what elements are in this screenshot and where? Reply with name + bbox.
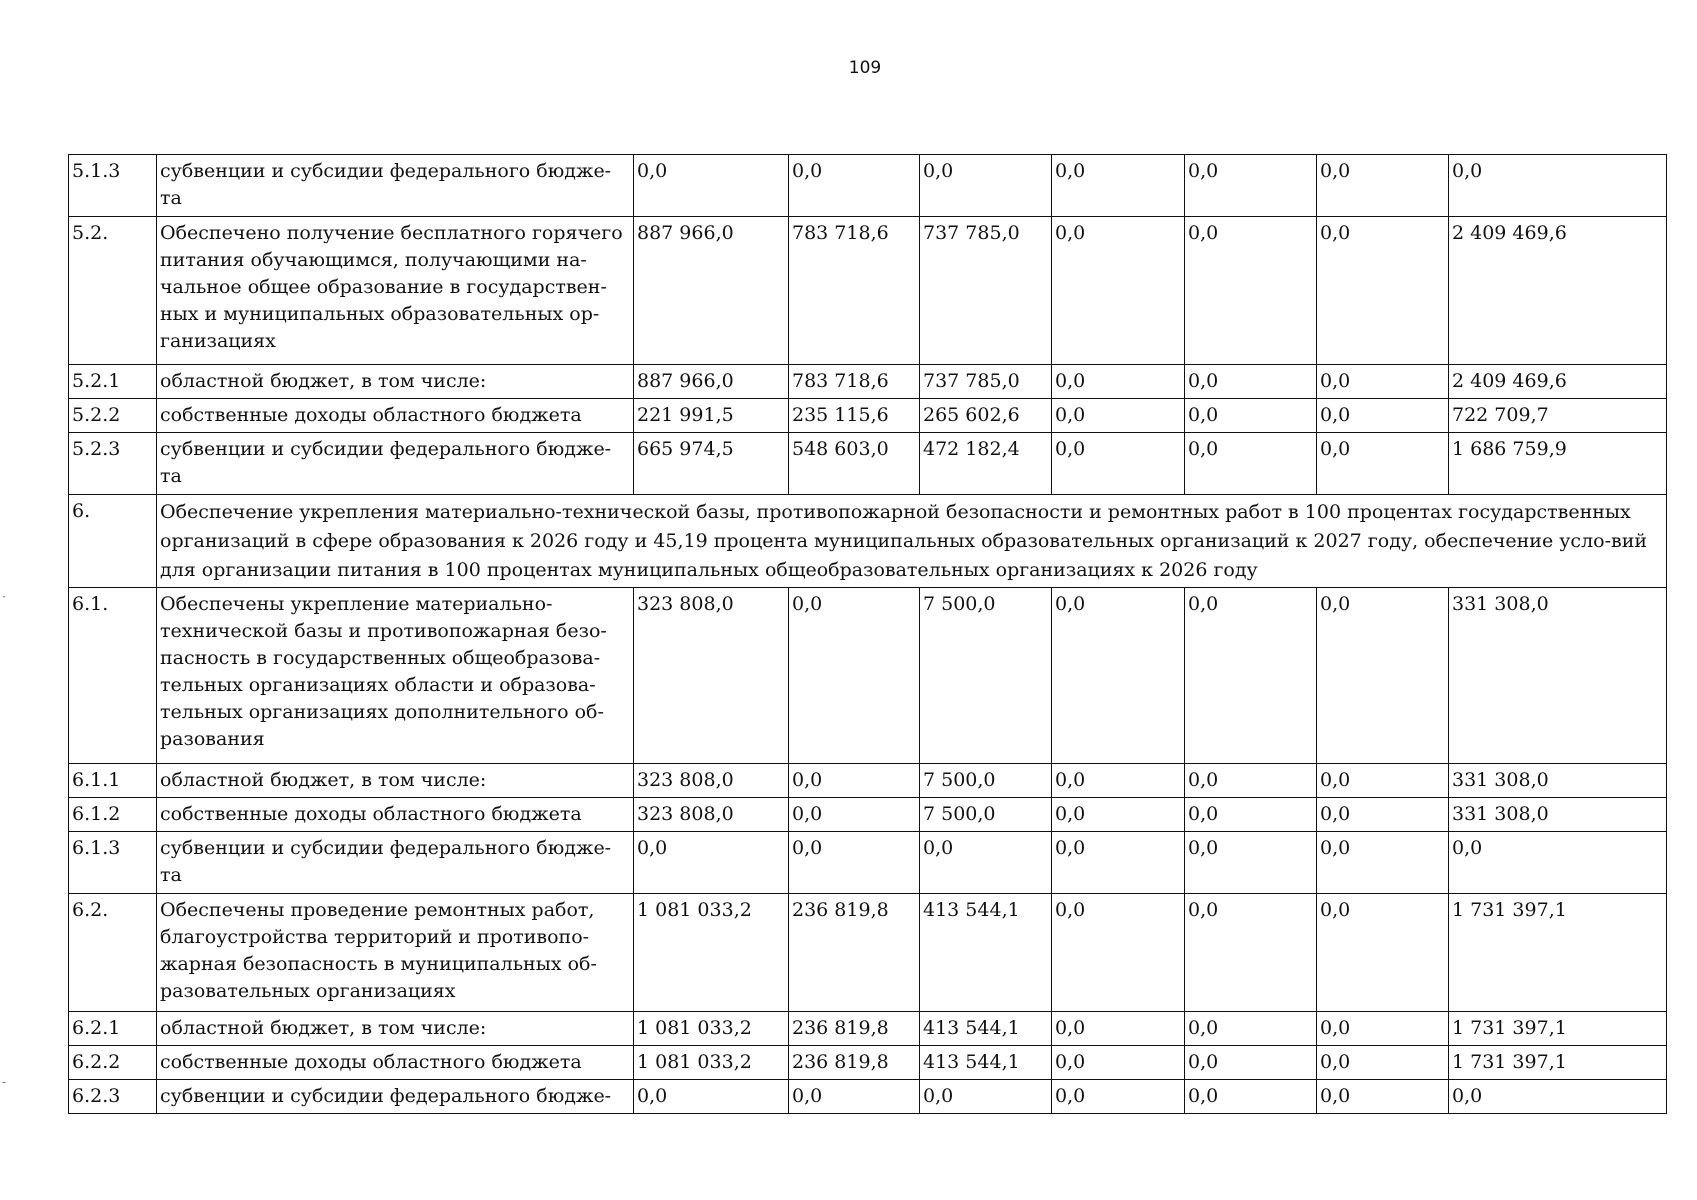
value-cell: 0,0 [1185,588,1317,764]
row-name: Обеспечены проведение ремонтных работ, благоустройства территорий и противопо-жарная безопасность в муниципальных об-разовательных организациях [157,894,634,1012]
row-code: 6.2.3 [69,1080,157,1114]
value-cell: 0,0 [1317,894,1449,1012]
value-cell: 737 785,0 [920,365,1052,399]
table-row [69,365,1667,399]
section-title: Обеспечение укрепления материально-технической базы, противопожарной безопасности и ремонтных работ в 100 процентах государственных организаций в сфере образования к 2026 году и 45,19 процента муниципальных образовательных организаций к 2027 году, обеспечение усло-вий для организации питания в 100 процентах муниципальных общеобразовательных организациях к 2026 году [157,495,1667,588]
value-cell: 0,0 [1185,798,1317,832]
table-row [69,155,1667,217]
value-cell: 1 686 759,9 [1449,433,1667,495]
value-cell: 0,0 [1052,894,1185,1012]
table-row [69,894,1667,1012]
value-cell: 331 308,0 [1449,764,1667,798]
value-cell: 0,0 [1185,1046,1317,1080]
value-cell: 722 709,7 [1449,399,1667,433]
value-cell: 0,0 [634,155,789,217]
table-row [69,1080,1667,1114]
value-cell: 236 819,8 [789,1046,920,1080]
value-cell: 0,0 [1317,798,1449,832]
value-cell: 331 308,0 [1449,798,1667,832]
value-cell: 0,0 [1317,399,1449,433]
value-cell: 323 808,0 [634,588,789,764]
row-name: Обеспечено получение бесплатного горячего питания обучающимся, получающими на-чальное общее образование в государствен-ных и муниципальных образовательных ор-ганизациях [157,217,634,365]
value-cell: 0,0 [1317,433,1449,495]
value-cell: 0,0 [1052,1080,1185,1114]
table-row [69,588,1667,764]
row-code: 6.1.3 [69,832,157,894]
value-cell: 0,0 [1185,433,1317,495]
value-cell: 0,0 [1449,1080,1667,1114]
value-cell: 0,0 [1317,155,1449,217]
scan-mark: · [2,590,6,604]
value-cell: 0,0 [1052,399,1185,433]
value-cell: 0,0 [1185,365,1317,399]
row-name: областной бюджет, в том числе: [157,764,634,798]
row-code: 6.1.1 [69,764,157,798]
value-cell: 1 731 397,1 [1449,1012,1667,1046]
value-cell: 0,0 [1052,365,1185,399]
value-cell: 548 603,0 [789,433,920,495]
value-cell: 0,0 [1317,217,1449,365]
value-cell: 0,0 [1052,832,1185,894]
value-cell: 0,0 [920,155,1052,217]
value-cell: 887 966,0 [634,365,789,399]
row-code: 6.1.2 [69,798,157,832]
scan-mark: - [2,1075,7,1089]
table-body [69,155,1667,1114]
value-cell: 0,0 [1185,894,1317,1012]
value-cell: 783 718,6 [789,217,920,365]
value-cell: 236 819,8 [789,894,920,1012]
value-cell: 0,0 [789,764,920,798]
row-code: 5.2.1 [69,365,157,399]
value-cell: 0,0 [1052,155,1185,217]
row-code: 6.2. [69,894,157,1012]
row-name: субвенции и субсидии федерального бюдже-та [157,832,634,894]
row-code: 6.2.1 [69,1012,157,1046]
row-name: субвенции и субсидии федерального бюдже-та [157,433,634,495]
value-cell: 7 500,0 [920,798,1052,832]
table-row [69,798,1667,832]
value-cell: 0,0 [1185,217,1317,365]
value-cell: 0,0 [1052,433,1185,495]
value-cell: 0,0 [1185,764,1317,798]
value-cell: 665 974,5 [634,433,789,495]
value-cell: 0,0 [1317,1012,1449,1046]
row-code: 6. [69,495,157,588]
value-cell: 887 966,0 [634,217,789,365]
value-cell: 323 808,0 [634,764,789,798]
table-row [69,832,1667,894]
value-cell: 0,0 [789,832,920,894]
value-cell: 0,0 [1052,798,1185,832]
value-cell: 1 731 397,1 [1449,894,1667,1012]
value-cell: 2 409 469,6 [1449,365,1667,399]
row-code: 6.1. [69,588,157,764]
value-cell: 7 500,0 [920,764,1052,798]
value-cell: 331 308,0 [1449,588,1667,764]
row-name: Обеспечены укрепление материально-технической базы и противопожарная безо-пасность в государственных общеобразова-тельных организациях области и образова-тельных организациях дополнительного об-разования [157,588,634,764]
value-cell: 1 731 397,1 [1449,1046,1667,1080]
value-cell: 0,0 [789,1080,920,1114]
value-cell: 737 785,0 [920,217,1052,365]
value-cell: 265 602,6 [920,399,1052,433]
value-cell: 235 115,6 [789,399,920,433]
value-cell: 0,0 [1185,399,1317,433]
value-cell: 0,0 [1185,1080,1317,1114]
value-cell: 0,0 [1052,1012,1185,1046]
value-cell: 2 409 469,6 [1449,217,1667,365]
value-cell: 0,0 [1052,217,1185,365]
row-name: собственные доходы областного бюджета [157,798,634,832]
value-cell: 0,0 [1185,155,1317,217]
value-cell: 0,0 [1317,1080,1449,1114]
value-cell: 413 544,1 [920,1012,1052,1046]
row-name: собственные доходы областного бюджета [157,399,634,433]
row-code: 5.2.2 [69,399,157,433]
value-cell: 0,0 [1052,764,1185,798]
value-cell: 0,0 [789,798,920,832]
value-cell: 0,0 [1317,588,1449,764]
value-cell: 0,0 [1449,832,1667,894]
row-code: 5.1.3 [69,155,157,217]
value-cell: 7 500,0 [920,588,1052,764]
value-cell: 0,0 [1317,1046,1449,1080]
table-row [69,495,1667,588]
value-cell: 221 991,5 [634,399,789,433]
row-code: 5.2.3 [69,433,157,495]
value-cell: 0,0 [1052,588,1185,764]
value-cell: 0,0 [1185,1012,1317,1046]
row-code: 5.2. [69,217,157,365]
value-cell: 0,0 [1317,832,1449,894]
value-cell: 0,0 [634,832,789,894]
value-cell: 1 081 033,2 [634,1046,789,1080]
value-cell: 0,0 [1317,365,1449,399]
value-cell: 0,0 [1185,832,1317,894]
value-cell: 323 808,0 [634,798,789,832]
table-row [69,217,1667,365]
value-cell: 0,0 [920,832,1052,894]
value-cell: 413 544,1 [920,1046,1052,1080]
row-name: областной бюджет, в том числе: [157,365,634,399]
table-row [69,433,1667,495]
value-cell: 0,0 [634,1080,789,1114]
table-row [69,764,1667,798]
row-name: областной бюджет, в том числе: [157,1012,634,1046]
value-cell: 236 819,8 [789,1012,920,1046]
row-name: субвенции и субсидии федерального бюдже- [157,1080,634,1114]
table-row [69,399,1667,433]
value-cell: 0,0 [1449,155,1667,217]
table-row [69,1046,1667,1080]
value-cell: 0,0 [1317,764,1449,798]
value-cell: 1 081 033,2 [634,1012,789,1046]
value-cell: 413 544,1 [920,894,1052,1012]
page-number: 109 [848,58,882,78]
row-name: субвенции и субсидии федерального бюдже-та [157,155,634,217]
row-code: 6.2.2 [69,1046,157,1080]
row-name: собственные доходы областного бюджета [157,1046,634,1080]
table-row [69,1012,1667,1046]
value-cell: 0,0 [1052,1046,1185,1080]
budget-table [68,154,1667,1114]
value-cell: 472 182,4 [920,433,1052,495]
value-cell: 1 081 033,2 [634,894,789,1012]
value-cell: 0,0 [789,155,920,217]
value-cell: 0,0 [920,1080,1052,1114]
value-cell: 0,0 [789,588,920,764]
value-cell: 783 718,6 [789,365,920,399]
